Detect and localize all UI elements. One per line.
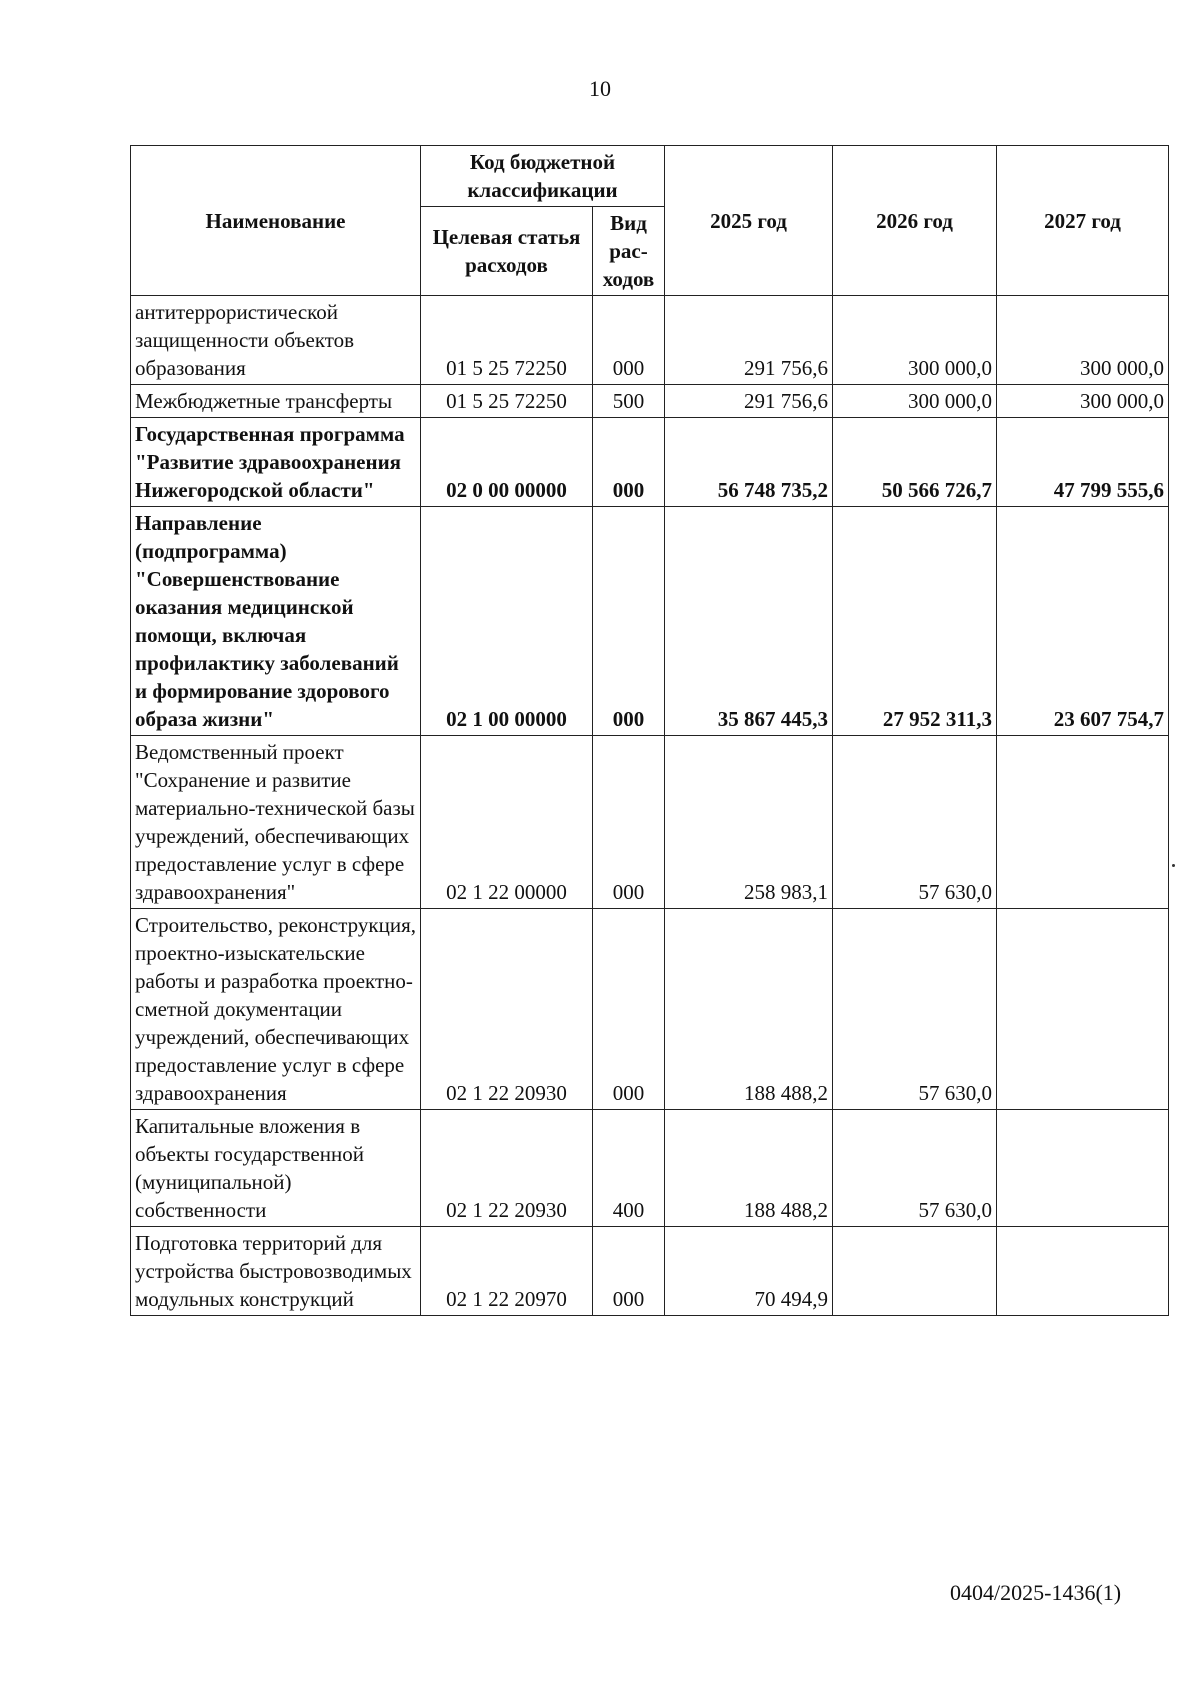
- row-value-2027: 300 000,0: [997, 296, 1169, 385]
- row-expense-kind: 000: [593, 418, 665, 507]
- table-row: [131, 296, 1169, 385]
- row-value-2025: 56 748 735,2: [665, 418, 833, 507]
- row-value-2025: 258 983,1: [665, 736, 833, 909]
- header-2026: 2026 год: [833, 146, 997, 296]
- row-name: Направление (подпрограмма) "Совершенствование оказания медицинской помощи, включая профилактику заболеваний и формирование здорового образа жизни": [131, 507, 421, 736]
- header-name: Наименование: [131, 146, 421, 296]
- table-row: [131, 736, 1169, 909]
- row-name: Подготовка территорий для устройства быстровозводимых модульных конструкций: [131, 1227, 421, 1316]
- row-expense-kind: 000: [593, 1227, 665, 1316]
- table-row: [131, 909, 1169, 1110]
- row-value-2025: 188 488,2: [665, 909, 833, 1110]
- row-value-2025: 291 756,6: [665, 296, 833, 385]
- row-expense-kind: 000: [593, 296, 665, 385]
- header-2027: 2027 год: [997, 146, 1169, 296]
- row-value-2027: [997, 909, 1169, 1110]
- header-kbk-group: Код бюджетной классификации: [421, 146, 665, 207]
- row-name: Государственная программа "Развитие здравоохранения Нижегородской области": [131, 418, 421, 507]
- table-row: [131, 1110, 1169, 1227]
- header-target-article: Целевая статья расходов: [421, 207, 593, 296]
- row-expense-kind: 000: [593, 736, 665, 909]
- table-row: [131, 507, 1169, 736]
- row-value-2025: 35 867 445,3: [665, 507, 833, 736]
- row-value-2027: [997, 1110, 1169, 1227]
- row-value-2026: 50 566 726,7: [833, 418, 997, 507]
- scan-speck: [1172, 864, 1175, 867]
- row-target-article: 01 5 25 72250: [421, 296, 593, 385]
- row-target-article: 02 1 22 20930: [421, 909, 593, 1110]
- row-name: антитеррористической защищенности объектов образования: [131, 296, 421, 385]
- document-code: 0404/2025-1436(1): [950, 1580, 1122, 1605]
- row-value-2026: 57 630,0: [833, 736, 997, 909]
- row-value-2025: 188 488,2: [665, 1110, 833, 1227]
- table-row: [131, 1227, 1169, 1316]
- row-value-2026: 57 630,0: [833, 909, 997, 1110]
- row-value-2027: 47 799 555,6: [997, 418, 1169, 507]
- row-name: Межбюджетные трансферты: [131, 385, 421, 418]
- row-target-article: 02 0 00 00000: [421, 418, 593, 507]
- row-expense-kind: 000: [593, 507, 665, 736]
- table-row: [131, 385, 1169, 418]
- row-value-2026: 27 952 311,3: [833, 507, 997, 736]
- row-name: Капитальные вложения в объекты государственной (муниципальной) собственности: [131, 1110, 421, 1227]
- row-target-article: 02 1 00 00000: [421, 507, 593, 736]
- row-value-2026: 57 630,0: [833, 1110, 997, 1227]
- row-expense-kind: 400: [593, 1110, 665, 1227]
- row-value-2025: 291 756,6: [665, 385, 833, 418]
- row-target-article: 02 1 22 20930: [421, 1110, 593, 1227]
- table-body: [131, 296, 1169, 1316]
- row-value-2027: 23 607 754,7: [997, 507, 1169, 736]
- row-value-2026: 300 000,0: [833, 296, 997, 385]
- header-expense-kind: Вид рас-ходов: [593, 207, 665, 296]
- table-row: [131, 418, 1169, 507]
- row-target-article: 02 1 22 00000: [421, 736, 593, 909]
- row-name: Ведомственный проект "Сохранение и развитие материально-технической базы учреждений, обеспечивающих предоставление услуг в сфере здравоохранения": [131, 736, 421, 909]
- budget-table: [130, 145, 1169, 1316]
- page-number: 10: [589, 76, 611, 101]
- row-value-2027: 300 000,0: [997, 385, 1169, 418]
- row-value-2027: [997, 736, 1169, 909]
- row-value-2026: 300 000,0: [833, 385, 997, 418]
- row-target-article: 01 5 25 72250: [421, 385, 593, 418]
- row-value-2027: [997, 1227, 1169, 1316]
- row-expense-kind: 500: [593, 385, 665, 418]
- row-expense-kind: 000: [593, 909, 665, 1110]
- header-2025: 2025 год: [665, 146, 833, 296]
- row-value-2026: [833, 1227, 997, 1316]
- row-value-2025: 70 494,9: [665, 1227, 833, 1316]
- row-name: Строительство, реконструкция, проектно-изыскательские работы и разработка проектно-сметной документации учреждений, обеспечивающих предоставление услуг в сфере здравоохранения: [131, 909, 421, 1110]
- row-target-article: 02 1 22 20970: [421, 1227, 593, 1316]
